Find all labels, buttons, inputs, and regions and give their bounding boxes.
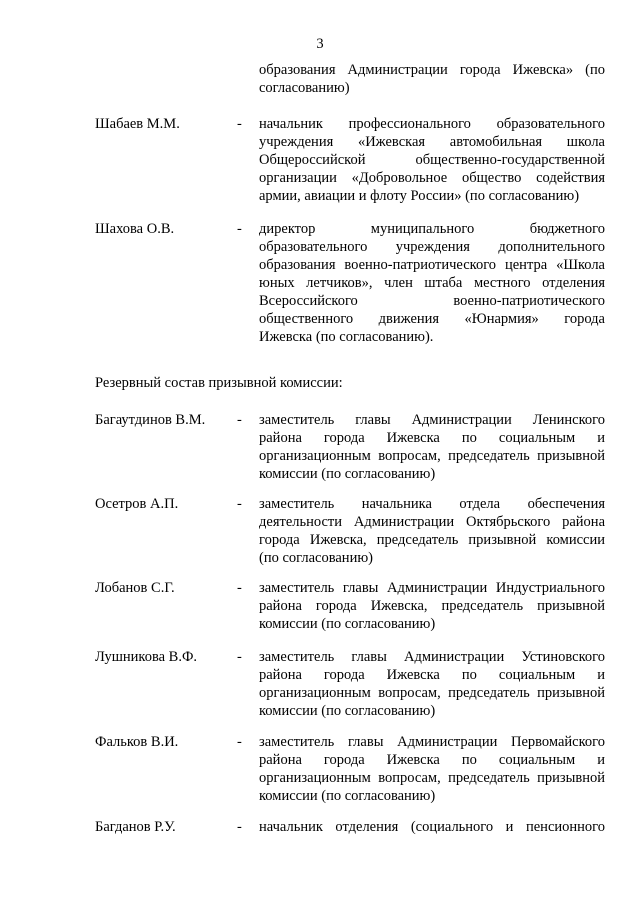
text-line: образования Администрации города Ижевска» (по [259,62,605,78]
dash-separator: - [237,819,242,835]
text-line: директор муниципального бюджетного [259,221,605,237]
text-line: комиссии (по согласованию) [259,466,436,482]
text-line: начальник отделения (социального и пенсионного [259,819,605,835]
text-line: заместитель главы Администрации Первомайского [259,734,605,750]
member-description [259,220,605,346]
member-description [259,648,605,720]
text-line: района города Ижевска по социальным и [259,752,605,768]
member-description [259,733,605,805]
member-name: Шахова О.В. [95,221,175,237]
text-line: образования военно-патриотического центра «Школа [259,257,605,273]
text-line: деятельности Администрации Октябрьского района [259,514,605,530]
member-description [259,411,605,483]
dash-separator: - [237,734,242,750]
text-line: заместитель начальника отдела обеспечения [259,496,605,512]
reserve-heading: Резервный состав призывной комиссии: [95,375,343,391]
member-name: Фальков В.И. [95,734,179,750]
text-line: организационным вопросам, председатель призывной [259,448,605,464]
member-name: Осетров А.П. [95,496,179,512]
member-description [259,818,605,836]
member-description [259,579,605,633]
text-line: района города Ижевска, председатель призывной [259,598,605,614]
dash-separator: - [237,116,242,132]
text-line: Общероссийской общественно-государственной [259,152,605,168]
text-line: образовательного учреждения дополнительного [259,239,605,255]
member-name: Багаутдинов В.М. [95,412,206,428]
text-line: заместитель главы Администрации Устиновского [259,649,605,665]
member-description [259,115,605,205]
text-line: организационным вопросам, председатель призывной [259,770,605,786]
dash-separator: - [237,496,242,512]
text-line: юных летчиков», член штаба местного отделения [259,275,605,291]
member-name: Шабаев М.М. [95,116,180,132]
text-line: заместитель главы Администрации Индустриального [259,580,605,596]
member-name: Лобанов С.Г. [95,580,175,596]
text-line: комиссии (по согласованию) [259,703,436,719]
text-line: согласованию) [259,80,350,96]
member-name: Багданов Р.У. [95,819,176,835]
text-line: района города Ижевска по социальным и [259,430,605,446]
text-line: организационным вопросам, председатель призывной [259,685,605,701]
dash-separator: - [237,221,242,237]
text-line: комиссии (по согласованию) [259,616,436,632]
text-line: общественного движения «Юнармия» города [259,311,605,327]
page-number: 3 [316,36,324,52]
text-line: города Ижевска, председатель призывной комиссии [259,532,605,548]
text-line: учреждения «Ижевская автомобильная школа [259,134,605,150]
text-line: комиссии (по согласованию) [259,788,436,804]
dash-separator: - [237,412,242,428]
text-line: начальник профессионального образовательного [259,116,605,132]
continuation-text [259,61,605,97]
member-description [259,495,605,567]
text-line: Всероссийского военно-патриотического [259,293,605,309]
dash-separator: - [237,580,242,596]
dash-separator: - [237,649,242,665]
text-line: организации «Добровольное общество содействия [259,170,605,186]
text-line: заместитель главы Администрации Ленинского [259,412,605,428]
text-line: Ижевска (по согласованию). [259,329,434,345]
text-line: района города Ижевска по социальным и [259,667,605,683]
text-line: (по согласованию) [259,550,373,566]
member-name: Лушникова В.Ф. [95,649,198,665]
text-line: армии, авиации и флоту России» (по согласованию) [259,188,580,204]
